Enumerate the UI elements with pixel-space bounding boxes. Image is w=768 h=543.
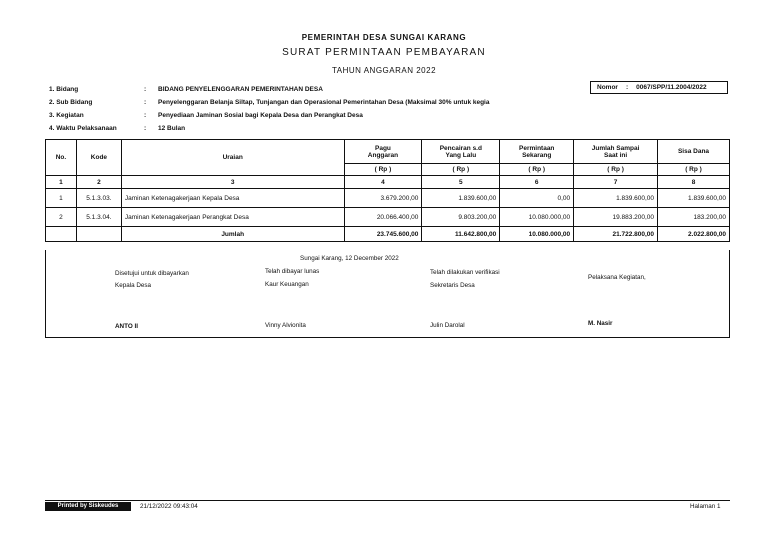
cell-empty <box>76 227 121 242</box>
table-row <box>46 208 730 227</box>
total-sisa: 2.022.800,00 <box>658 227 730 242</box>
sig1-role: Kepala Desa <box>115 282 152 289</box>
unit-cell: ( Rp ) <box>344 164 422 176</box>
nomor-value: 0067/SPP/11.2004/2022 <box>636 84 707 91</box>
unit-cell: ( Rp ) <box>658 164 730 176</box>
col-header-uraian: Uraian <box>121 140 344 176</box>
total-permintaan: 10.080.000,00 <box>500 227 574 242</box>
cell-empty <box>46 227 77 242</box>
cell-no: 1 <box>46 189 77 208</box>
table-row <box>46 189 730 208</box>
nomor-label: Nomor <box>597 84 618 91</box>
col-header-pagu <box>344 140 422 164</box>
index-cell: 3 <box>121 176 344 189</box>
fiscal-year: TAHUN ANGGARAN 2022 <box>331 66 437 75</box>
col-header-permintaan <box>500 140 574 164</box>
cell-kode: 5.1.3.03. <box>76 189 121 208</box>
info-value-kegiatan: Penyediaan Jaminan Sosial bagi Kepala Desa dan Perangkat Desa <box>158 112 363 119</box>
total-pencairan: 11.642.800,00 <box>422 227 500 242</box>
cell-jumlah: 1.839.600,00 <box>574 189 658 208</box>
index-cell: 1 <box>46 176 77 189</box>
index-cell: 4 <box>344 176 422 189</box>
sig3-name: Julin Darolal <box>430 322 465 329</box>
info-sep: : <box>144 125 147 132</box>
header-text: Anggaran <box>367 151 399 159</box>
cell-permintaan: 10.080.000,00 <box>500 208 574 227</box>
total-label: Jumlah <box>121 227 344 242</box>
printed-by-badge: Printed by Siskeudes <box>45 502 131 511</box>
info-sep: : <box>144 99 147 106</box>
header-text: Yang Lalu <box>445 151 477 159</box>
government-title: PEMERINTAH DESA SUNGAI KARANG <box>301 33 467 42</box>
footer-divider <box>45 500 730 501</box>
col-header-no: No. <box>46 140 77 176</box>
sig2-line1: Telah dibayar lunas <box>265 268 320 275</box>
total-jumlah: 21.722.800,00 <box>574 227 658 242</box>
cell-no: 2 <box>46 208 77 227</box>
page-number: Halaman 1 <box>690 503 721 510</box>
info-sep: : <box>144 112 147 119</box>
info-label-waktu: 4. Waktu Pelaksanaan <box>49 125 117 132</box>
header-text: Pagu <box>375 144 391 152</box>
document-title: SURAT PERMINTAAN PEMBAYARAN <box>282 47 486 58</box>
info-value-waktu: 12 Bulan <box>158 125 186 132</box>
print-timestamp: 21/12/2022 09:43:04 <box>140 503 198 510</box>
cell-kode: 5.1.3.04. <box>76 208 121 227</box>
info-value-bidang: BIDANG PENYELENGGARAN PEMERINTAHAN DESA <box>158 86 323 93</box>
col-header-pencairan <box>422 140 500 164</box>
cell-pencairan: 1.839.600,00 <box>422 189 500 208</box>
unit-cell: ( Rp ) <box>422 164 500 176</box>
info-sep: : <box>144 86 147 93</box>
index-cell: 8 <box>658 176 730 189</box>
info-label-kegiatan: 3. Kegiatan <box>49 112 84 119</box>
index-cell: 6 <box>500 176 574 189</box>
signature-box <box>45 250 730 338</box>
unit-cell: ( Rp ) <box>500 164 574 176</box>
cell-sisa: 1.839.600,00 <box>658 189 730 208</box>
cell-jumlah: 19.883.200,00 <box>574 208 658 227</box>
sig4-line1: Pelaksana Kegiatan, <box>588 274 646 281</box>
sig3-line1: Telah dilakukan verifikasi <box>430 269 500 276</box>
header-text: Jumlah Sampai <box>591 144 640 152</box>
col-header-sisa: Sisa Dana <box>658 140 730 164</box>
header-text: Permintaan <box>519 144 555 152</box>
index-cell: 5 <box>422 176 500 189</box>
payment-table <box>45 139 730 242</box>
table-header-row <box>46 140 730 164</box>
table-total-row <box>46 227 730 242</box>
sig2-role: Kaur Keuangan <box>265 281 309 288</box>
sig2-name: Vinny Alvionita <box>265 322 306 329</box>
total-pagu: 23.745.600,00 <box>344 227 422 242</box>
cell-sisa: 183.200,00 <box>658 208 730 227</box>
header-text: Saat ini <box>604 151 628 159</box>
sig3-role: Sekretaris Desa <box>430 282 475 289</box>
col-header-jumlah <box>574 140 658 164</box>
cell-permintaan: 0,00 <box>500 189 574 208</box>
nomor-box <box>590 81 728 94</box>
cell-uraian: Jaminan Ketenagakerjaan Kepala Desa <box>121 189 344 208</box>
cell-uraian: Jaminan Ketenagakerjaan Perangkat Desa <box>121 208 344 227</box>
cell-pagu: 20.066.400,00 <box>344 208 422 227</box>
cell-pagu: 3.679.200,00 <box>344 189 422 208</box>
nomor-sep: : <box>625 84 629 91</box>
table-index-row <box>46 176 730 189</box>
index-cell: 7 <box>574 176 658 189</box>
index-cell: 2 <box>76 176 121 189</box>
sig4-name: M. Nasir <box>588 320 613 327</box>
info-value-sub-bidang: Penyelenggaran Belanja Siltap, Tunjangan dan Operasional Pemerintahan Desa (Maksimal 30% untuk kegia <box>158 99 490 106</box>
col-header-kode: Kode <box>76 140 121 176</box>
unit-cell: ( Rp ) <box>574 164 658 176</box>
cell-pencairan: 9.803.200,00 <box>422 208 500 227</box>
info-label-sub-bidang: 2. Sub Bidang <box>49 99 93 106</box>
place-date: Sungai Karang, 12 December 2022 <box>300 255 399 262</box>
sig1-name: ANTO II <box>115 323 138 330</box>
sig1-line1: Disetujui untuk dibayarkan <box>115 270 189 277</box>
header-text: Pencairan s.d <box>439 144 482 152</box>
info-label-bidang: 1. Bidang <box>49 86 79 93</box>
header-text: Sekarang <box>522 151 552 159</box>
